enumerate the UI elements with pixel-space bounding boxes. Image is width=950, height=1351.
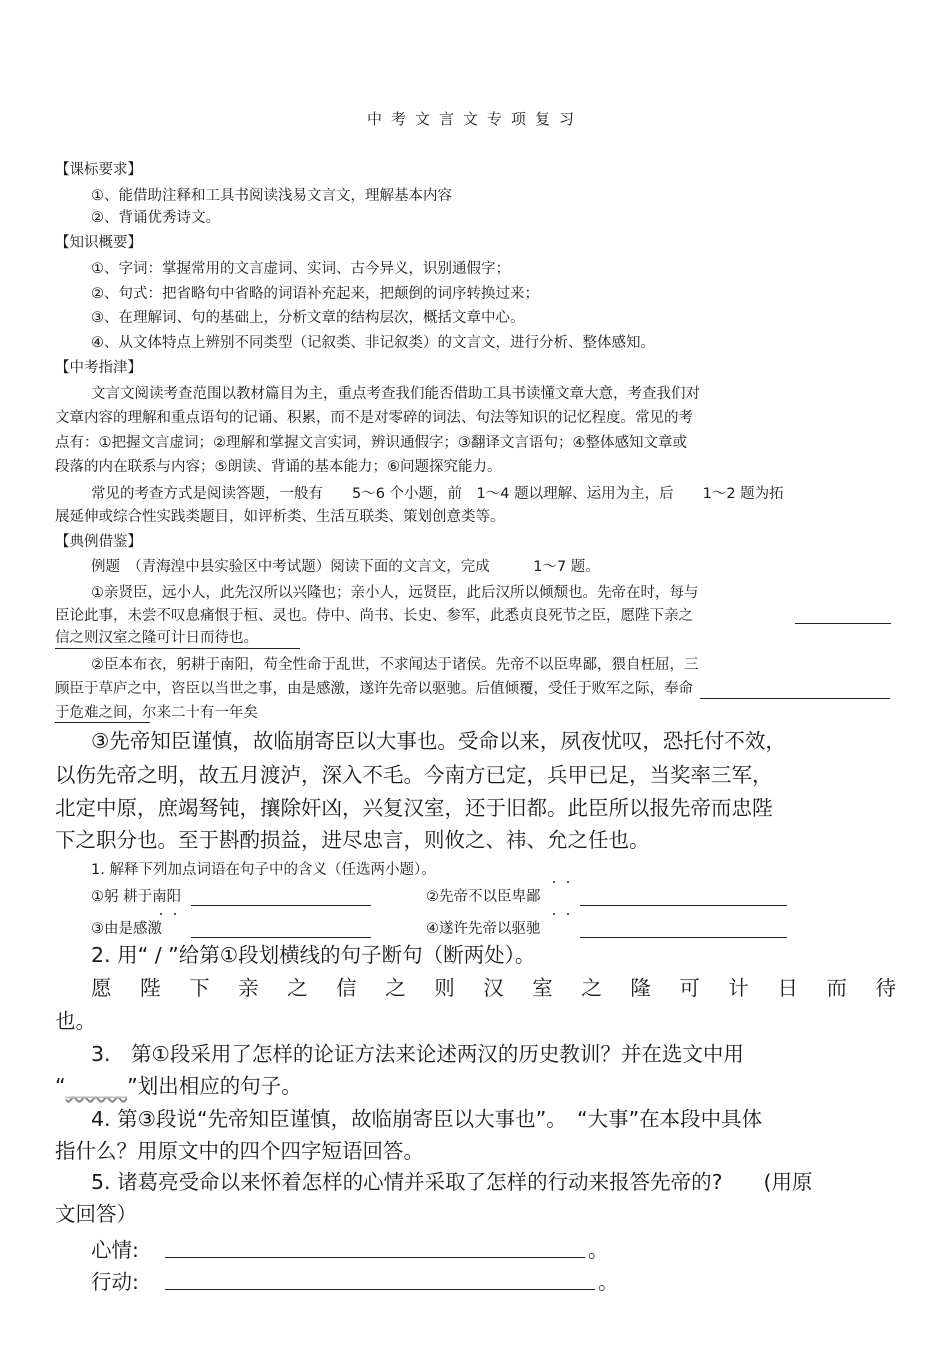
underline-rule <box>700 698 890 699</box>
answer-blank-q1b[interactable] <box>580 905 787 906</box>
section-heading-dianli: 【典例借鉴】 <box>55 534 142 550</box>
question-4-line: 4. 第③段说“先帝知臣谨慎，故临崩寄臣以大事也”。 “大事”在本段中具体 <box>91 1107 763 1131</box>
q2-char: 陛 <box>140 976 161 1000</box>
passage-p2-line: 顾臣于草庐之中，咨臣以当世之事，由是感激，遂许先帝以驱驰。后值倾覆，受任于败军之际，奉命 <box>55 681 693 697</box>
question-2-stem: 2. 用“ / ”给第①段划横线的句子断句（断两处）。 <box>91 943 536 967</box>
answer-blank-q1d[interactable] <box>580 937 787 938</box>
q2-char: 愿 <box>91 976 112 1000</box>
q2-char: 之 <box>581 976 602 1000</box>
zhijin-line: 文章内容的理解和重点语句的记诵、积累，而不是对零碎的词法、句法等知识的记忆程度。常见的考 <box>55 410 693 426</box>
action-answer-blank[interactable] <box>165 1289 595 1290</box>
q2-char: 室 <box>532 976 553 1000</box>
zhishi-item: ③、在理解词、句的基础上，分析文章的结构层次，概括文章中心。 <box>91 310 525 326</box>
q2-char: 日 <box>777 976 798 1000</box>
passage-p2-line: ②臣本布衣，躬耕于南阳，苟全性命于乱世，不求闻达于诸侯。先帝不以臣卑鄙，猥自枉屈，三 <box>91 657 699 673</box>
question-1-stem: 1. 解释下列加点词语在句子中的含义（任选两小题）。 <box>91 862 436 878</box>
section-heading-zhijin: 【中考指津】 <box>55 360 142 376</box>
underline-rule <box>795 623 891 624</box>
wavy-underline-sample: ______ <box>65 1074 128 1098</box>
q2-char: 则 <box>434 976 455 1000</box>
mood-answer-blank[interactable] <box>165 1257 585 1258</box>
q1-item-b: ②先帝不以臣卑鄙 <box>426 889 541 905</box>
q2-char: 信 <box>336 976 357 1000</box>
underline-rule <box>55 722 150 723</box>
kebiao-item: ①、能借助注释和工具书阅读浅易文言文，理解基本内容 <box>91 188 452 204</box>
question-3-line-2 <box>55 1072 302 1100</box>
q1-item-a: ①躬 耕于南阳 <box>91 889 182 905</box>
answer-blank-q1c[interactable] <box>191 937 371 938</box>
passage-p3-line: 北定中原，庶竭驽钝，攘除奸凶，兴复汉室，还于旧都。此臣所以报先帝而忠陛 <box>55 796 773 820</box>
passage-p3-line: ③先帝知臣谨慎，故临崩寄臣以大事也。受命以来，夙夜忧叹，恐托付不效， <box>91 729 786 753</box>
zhijin-line: 点有：①把握文言虚词；②理解和掌握文言实词，辨识通假字；③翻译文言语句；④整体感知文章或 <box>55 435 687 451</box>
mood-end-mark: 。 <box>588 1238 609 1262</box>
q2-sentence <box>91 974 896 1002</box>
action-label: 行动: <box>91 1270 139 1294</box>
q1-item-c: ③由是感激 <box>91 921 162 937</box>
emphasis-dot <box>567 881 569 883</box>
question-3-line: 3. 第①段采用了怎样的论证方法来论述两汉的历史教训？并在选文中用 <box>91 1042 744 1066</box>
q1-item-d: ④遂许先帝以驱驰 <box>426 921 541 937</box>
zhishi-item: ④、从文体特点上辨别不同类型（记叙类、非记叙类）的文言文，进行分析、整体感知。 <box>91 335 655 351</box>
emphasis-dot <box>553 881 555 883</box>
q3-open-quote: “ <box>55 1074 66 1098</box>
zhishi-item: ①、字词：掌握常用的文言虚词、实词、古今异义，识别通假字； <box>91 261 510 277</box>
section-heading-kebiao: 【课标要求】 <box>55 162 142 178</box>
question-4-line-2: 指什么？用原文中的四个四字短语回答。 <box>55 1139 424 1163</box>
action-end-mark: 。 <box>598 1270 619 1294</box>
q2-char: 隆 <box>630 976 651 1000</box>
q2-sentence-tail: 也。 <box>55 1009 96 1033</box>
q2-char: 计 <box>728 976 749 1000</box>
zhijin-line: 展延伸或综合性实践类题目，如评析类、生活互联类、策划创意类等。 <box>55 509 505 525</box>
question-5-line: 5. 诸葛亮受命以来怀着怎样的心情并采取了怎样的行动来报答先帝的? (用原 <box>91 1170 813 1194</box>
zhijin-line: 常见的考查方式是阅读答题，一般有 5～6 个小题，前 1～4 题以理解、运用为主，后 1～2 题为拓 <box>91 486 784 502</box>
underline-rule <box>55 648 300 649</box>
answer-blank-q1a[interactable] <box>191 905 371 906</box>
zhijin-line: 文言文阅读考查范围以教材篇目为主，重点考查我们能否借助工具书读懂文章大意，考查我们对 <box>91 386 700 402</box>
page-title: 中考文言文专项复习 <box>366 110 583 128</box>
passage-p3-line: 下之职分也。至于斟酌损益，进尽忠言，则攸之、祎、允之任也。 <box>55 828 650 852</box>
passage-p2-line: 于危难之间，尔来二十有一年矣 <box>55 705 258 721</box>
mood-label: 心情: <box>91 1238 139 1262</box>
emphasis-dot <box>567 913 569 915</box>
kebiao-item: ②、背诵优秀诗文。 <box>91 210 220 226</box>
q2-char: 汉 <box>483 976 504 1000</box>
example-intro: 例题 （青海湟中县实验区中考试题）阅读下面的文言文，完成 1～7 题。 <box>91 559 600 575</box>
zhijin-line: 段落的内在联系与内容；⑤朗读、背诵的基本能力；⑥问题探究能力。 <box>55 459 502 475</box>
q2-char: 之 <box>287 976 308 1000</box>
passage-p1-line: ①亲贤臣，远小人，此先汉所以兴隆也；亲小人，远贤臣，此后汉所以倾颓也。先帝在时，每与 <box>91 585 699 601</box>
emphasis-dot <box>553 913 555 915</box>
passage-p1-line: 臣论此事，未尝不叹息痛恨于桓、灵也。侍中、尚书、长史、参军，此悉贞良死节之臣，愿陛下亲之 <box>55 608 693 624</box>
q2-char: 下 <box>189 976 210 1000</box>
q2-char: 而 <box>826 976 847 1000</box>
emphasis-dot <box>174 913 176 915</box>
q3-close-text: ”划出相应的句子。 <box>127 1074 302 1098</box>
zhishi-item: ②、句式：把省略句中省略的词语补充起来，把颠倒的词序转换过来； <box>91 286 539 302</box>
q2-char: 待 <box>875 976 896 1000</box>
passage-p1-line: 信之则汉室之隆可计日而待也。 <box>55 630 258 646</box>
q2-char: 亲 <box>238 976 259 1000</box>
section-heading-zhishi: 【知识概要】 <box>55 235 142 251</box>
question-5-line-2: 文回答） <box>55 1202 137 1226</box>
q2-char: 之 <box>385 976 406 1000</box>
passage-p3-line: 以伤先帝之明，故五月渡泸，深入不毛。今南方已定，兵甲已足，当奖率三军， <box>55 763 773 787</box>
q2-char: 可 <box>679 976 700 1000</box>
emphasis-dot <box>160 913 162 915</box>
